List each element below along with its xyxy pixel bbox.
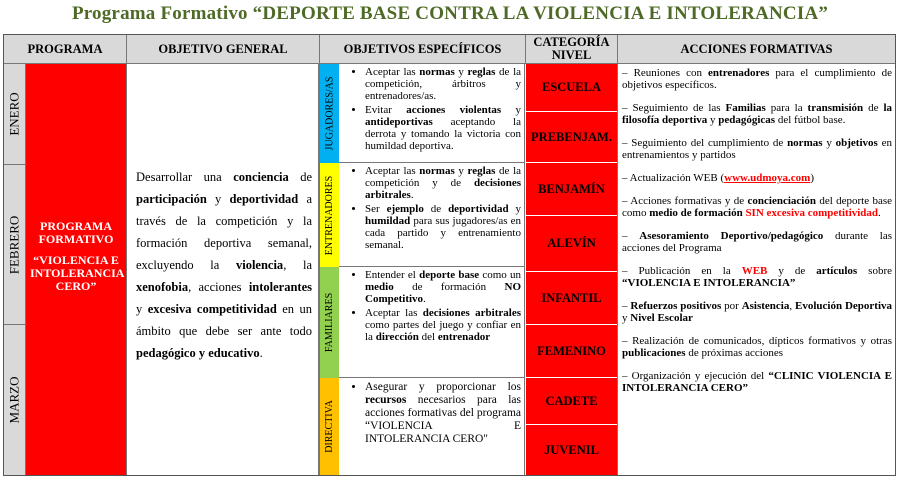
month-enero: [4, 64, 26, 165]
bold-run: concienciación: [747, 195, 816, 207]
categoria-benjamin: BENJAMÍN: [526, 163, 617, 216]
bold-run: recursos: [365, 394, 407, 406]
header-categoria-line2: NIVEL: [551, 48, 592, 62]
bold-run: dirección: [375, 331, 419, 343]
text-run: y: [136, 302, 148, 316]
programa-name: PROGRAMA FORMATIVO: [38, 219, 114, 246]
especificos-directiva: [339, 378, 525, 475]
red-run: SIN excesiva competitividad: [745, 207, 879, 219]
especificos-jugadores: [339, 64, 525, 163]
text-run: y: [501, 104, 521, 116]
text-run: de: [288, 170, 312, 184]
text-run: de la competición y de: [365, 165, 522, 189]
website-link[interactable]: www.udmoya.com: [724, 172, 811, 184]
bold-run: la filosofía deportiva: [622, 102, 892, 126]
text-run: del deporte base como: [622, 195, 893, 219]
text-run: del fútbol base.: [775, 114, 846, 126]
text-run: – Publicación en la: [622, 265, 742, 277]
text-run: Desarrollar una: [136, 170, 234, 184]
categoria-juvenil: JUVENIL: [526, 425, 617, 475]
text-run: de: [863, 102, 884, 114]
categoria-infantil: INFANTIL: [526, 272, 617, 325]
bold-run: antideportivas: [365, 116, 433, 128]
accion-item: [622, 230, 892, 254]
programa-cell: [26, 64, 127, 475]
month-marzo: [4, 325, 26, 475]
bold-run: NO Competitivo: [365, 281, 521, 305]
text-run: y de: [767, 265, 817, 277]
text-run: para la: [765, 102, 808, 114]
text-run: aceptando la derrota y tomando la victoria con humildad deportiva.: [365, 116, 521, 152]
text-run: Aceptar las: [365, 66, 420, 78]
accion-item: [622, 195, 892, 219]
bold-run: Asistencia: [741, 300, 790, 312]
text-run: por: [721, 300, 742, 312]
page-title: Programa Formativo “DEPORTE BASE CONTRA LA VIOLENCIA E INTOLERANCIA”: [71, 3, 829, 24]
list-item: [365, 165, 521, 201]
especificos-familiares: [339, 267, 525, 378]
bold-run: deportividad: [448, 203, 509, 215]
text-run: Ser: [365, 203, 387, 215]
header-categoria-line1: CATEGORÍA: [533, 35, 610, 49]
bold-run: medio de formación: [649, 207, 743, 219]
header-categoria: [526, 35, 618, 64]
group-strip-directiva: [320, 378, 339, 475]
group-strip-jugadores: [320, 64, 339, 163]
text-run: .: [259, 346, 263, 360]
text-run: –: [622, 300, 631, 312]
group-strip-entrenadores: [320, 163, 339, 267]
text-run: de: [423, 203, 449, 215]
accion-item: [622, 265, 892, 289]
text-run: para sus jugadores/as en cada partido y entrenamiento semanal.: [365, 215, 521, 251]
header-programa: PROGRAMA: [4, 35, 127, 64]
text-run: de formación: [393, 281, 505, 293]
text-run: Asegurar y proporcionar los: [365, 381, 521, 393]
bold-run: normas: [419, 66, 455, 78]
month-febrero: [4, 165, 26, 325]
bold-run: acciones violentas: [406, 104, 502, 116]
bold-run: participación: [136, 192, 207, 206]
group-strip-familiares: [320, 267, 339, 378]
text-run: como un: [479, 269, 521, 281]
text-run: de próximas acciones: [685, 347, 784, 359]
list-item: [365, 203, 521, 251]
text-run: – Seguimiento de las: [622, 102, 726, 114]
text-run: y: [206, 192, 230, 206]
bold-run: normas: [419, 165, 455, 177]
categoria-cadete: CADETE: [526, 378, 617, 425]
text-run: – Acciones formativas y de: [622, 195, 748, 207]
text-run: del: [418, 331, 438, 343]
bold-run: violencia: [235, 258, 284, 272]
bold-run: Asesoramiento Deportivo/pedagógico: [639, 230, 824, 242]
bold-run: Familias: [725, 102, 766, 114]
accion-item: [622, 67, 892, 91]
bold-run: pedagógico y educativo: [136, 346, 260, 360]
text-run: .: [410, 189, 414, 201]
list-item: [365, 307, 521, 343]
bold-run: publicaciones: [622, 347, 686, 359]
programa-subtitle: “VIOLENCIA E INTOLERANCIA CERO”: [30, 253, 125, 293]
text-run: sobre: [857, 265, 892, 277]
text-run: para el cumplimiento de objetivos específicos.: [622, 67, 892, 91]
bold-run: humildad: [365, 215, 411, 227]
month-marzo-label: MARZO: [6, 376, 22, 424]
text-run: , la: [283, 258, 312, 272]
group-label-entrenadores: ENTRENADORES: [324, 175, 336, 255]
text-run: y: [454, 66, 468, 78]
bold-run: objetivos: [835, 137, 878, 149]
accion-item: [622, 137, 892, 161]
text-run: necesarios para las acciones formativas del programa “VIOLENCIA E INTOLERANCIA CERO": [365, 394, 521, 445]
list-item: [365, 381, 521, 446]
text-run: , acciones: [188, 280, 249, 294]
bold-run: decisiones arbitrales: [365, 177, 521, 201]
accion-item: [622, 102, 892, 126]
accion-item: [622, 370, 892, 394]
bold-run: Evolución Deportiva: [795, 300, 893, 312]
column-divider: [617, 64, 618, 475]
bold-run: ejemplo: [386, 203, 424, 215]
group-label-directiva: DIRECTIVA: [324, 400, 335, 453]
group-label-jugadores: JUGADORES/AS: [324, 76, 335, 151]
text-run: de la competición, árbitros y entrenadores/as.: [365, 66, 522, 102]
text-run: Evitar: [365, 104, 407, 116]
text-run: y: [454, 165, 468, 177]
bold-run: decisiones arbitrales: [422, 307, 521, 319]
month-febrero-label: FEBRERO: [6, 215, 22, 274]
bold-run: medio: [365, 281, 394, 293]
text-run: a través de la competición y la formación deportiva semanal, excluyendo la: [136, 192, 312, 272]
bold-run: conciencia: [233, 170, 289, 184]
header-acciones: ACCIONES FORMATIVAS: [618, 35, 895, 64]
text-run: y: [822, 137, 836, 149]
bold-run: entrenador: [437, 331, 491, 343]
text-run: – Seguimiento del cumplimiento de: [622, 137, 788, 149]
text-run: y: [508, 203, 521, 215]
text-run: – Actualización WEB (: [622, 172, 725, 184]
text-run: – Realización de comunicados, dípticos formativos y otras: [622, 335, 892, 347]
month-enero-label: ENERO: [6, 92, 22, 136]
acciones-formativas: [618, 64, 895, 475]
text-run: durante las acciones del Programa: [622, 230, 893, 254]
text-run: Entender el: [365, 269, 420, 281]
text-run: Aceptar las: [365, 307, 423, 319]
bold-run: excesiva competitividad: [147, 302, 277, 316]
bold-run: normas: [787, 137, 823, 149]
categoria-prebenjamin: PREBENJAM.: [526, 112, 617, 163]
header-objetivos-especificos: OBJETIVOS ESPECÍFICOS: [320, 35, 526, 64]
accion-item: [622, 300, 892, 324]
bold-run: “VIOLENCIA E INTOLERANCIA”: [622, 277, 796, 289]
categoria-alevin: ALEVÍN: [526, 216, 617, 272]
objetivo-general-text: [127, 64, 319, 475]
text-run: y: [622, 312, 631, 324]
list-item: [365, 66, 521, 102]
text-run: –: [622, 230, 640, 242]
text-run: en un ámbito que debe ser ante todo: [136, 302, 313, 338]
list-item: [365, 269, 521, 305]
categoria-femenino: FEMENINO: [526, 325, 617, 378]
bold-run: pedagógicas: [718, 114, 776, 126]
text-run: .: [878, 207, 881, 219]
text-run: Aceptar las: [365, 165, 420, 177]
text-run: en entrenamientos y partidos: [622, 137, 893, 161]
bold-run: reglas: [467, 66, 496, 78]
accion-item: [622, 172, 892, 184]
text-run: – Reuniones con: [622, 67, 709, 79]
accion-item: [622, 335, 892, 359]
text-run: ,: [789, 300, 796, 312]
bold-run: reglas: [467, 165, 496, 177]
bold-run: deporte base: [419, 269, 480, 281]
bold-run: entrenadores: [708, 67, 770, 79]
text-run: y: [707, 114, 719, 126]
bold-run: “CLINIC VIOLENCIA E INTOLERANCIA CERO”: [622, 370, 892, 394]
categoria-escuela: ESCUELA: [526, 64, 617, 112]
bold-run: artículos: [816, 265, 858, 277]
bold-run: deportividad: [229, 192, 299, 206]
group-label-familiares: FAMILIARES: [324, 292, 336, 353]
text-run: – Organización y ejecución del: [622, 370, 769, 382]
bold-run: xenofobia: [136, 280, 189, 294]
list-item: [365, 104, 521, 152]
column-divider: [319, 64, 320, 475]
text-run: ): [810, 172, 814, 184]
bold-run: Nivel Escolar: [630, 312, 693, 324]
text-run: .: [423, 293, 426, 305]
bold-run: transmisión: [807, 102, 864, 114]
red-run: WEB: [741, 265, 768, 277]
bold-run: intolerantes: [248, 280, 312, 294]
especificos-entrenadores: [339, 163, 525, 267]
bold-run: Refuerzos positivos: [630, 300, 722, 312]
text-run: como partes del juego y confiar en la: [365, 319, 521, 343]
header-objetivo-general: OBJETIVO GENERAL: [127, 35, 320, 64]
